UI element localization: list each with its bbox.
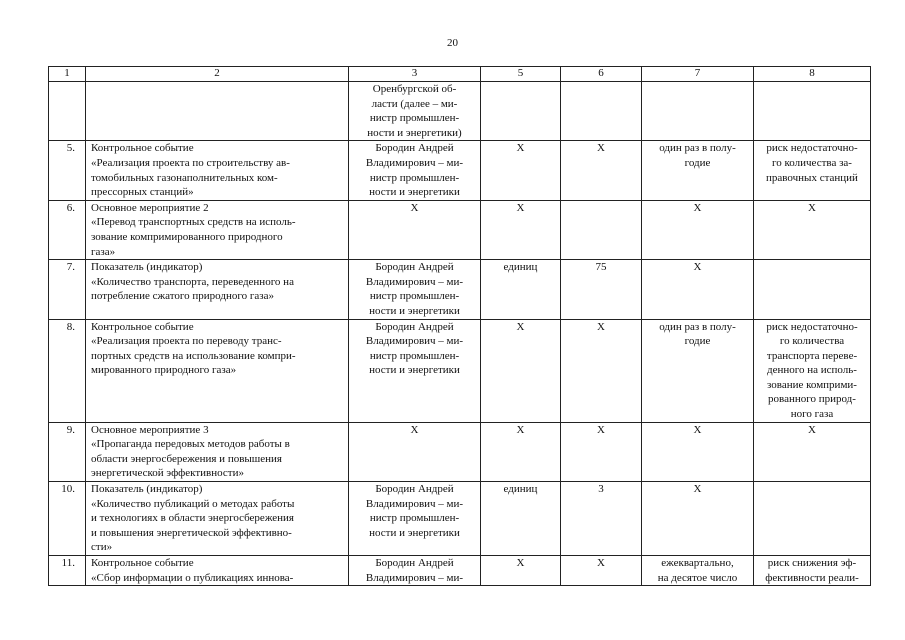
measure-name-line: газа» [91, 245, 116, 258]
measure-name-line: томобильных газонаполнительных ком- [91, 171, 278, 184]
responsible-person-line: Владимирович – ми- [365, 571, 464, 584]
risk-description-cell [754, 141, 871, 200]
responsible-person-cell [349, 422, 481, 481]
risk-description-cell [754, 260, 871, 319]
frequency-cell [642, 482, 754, 556]
planned-value-cell: Х [561, 141, 642, 200]
frequency-line: годие [684, 156, 711, 169]
measure-name-line: и повышения энергетической эффективно- [91, 526, 292, 539]
frequency-line: Х [693, 261, 702, 274]
risk-description-line: ного газа [790, 408, 834, 421]
frequency-line: ежеквартально, [661, 557, 734, 569]
measure-name-line: портных средств на использование компри- [91, 349, 296, 362]
table-row [49, 200, 871, 259]
responsible-person-line: Бородин Андрей [375, 261, 454, 274]
responsible-person-cell [349, 260, 481, 319]
frequency-cell [642, 200, 754, 259]
measure-name-line: Показатель (индикатор) [91, 261, 203, 274]
measure-name-line: «Сбор информации о публикациях иннова- [91, 571, 294, 584]
row-number-cell: 11. [49, 556, 86, 586]
row-number-cell: 5. [49, 141, 86, 200]
frequency-line: Х [693, 201, 702, 214]
planned-value-cell [561, 82, 642, 141]
column-header: 5 [481, 67, 561, 82]
table-row [49, 482, 871, 556]
row-number-cell: 10. [49, 482, 86, 556]
responsible-person-line: Х [410, 201, 419, 214]
frequency-line: Х [693, 483, 702, 496]
risk-description-line: Х [808, 201, 816, 214]
planned-value-cell: 75 [561, 260, 642, 319]
responsible-person-line: нистр промышлен- [369, 512, 460, 525]
responsible-person-line: Владимирович – ми- [365, 335, 464, 348]
responsible-person-line: Бородин Андрей [375, 483, 454, 496]
table-row [49, 422, 871, 481]
risk-description-line: денного на исполь- [767, 364, 857, 377]
measure-name-line: Основное мероприятие 3 [91, 423, 209, 436]
table-row [49, 82, 871, 141]
risk-description-cell [754, 556, 871, 586]
frequency-line: один раз в полу- [659, 320, 736, 333]
measure-name-cell [86, 482, 349, 556]
responsible-person-line: Х [410, 423, 419, 436]
frequency-line: один раз в полу- [659, 142, 736, 155]
measure-name-cell [86, 260, 349, 319]
responsible-person-line: Бородин Андрей [375, 320, 454, 333]
page-number: 20 [447, 37, 458, 49]
row-number-cell: 8. [49, 319, 86, 422]
responsible-person-cell [349, 556, 481, 586]
measure-name-line: «Количество публикаций о методах работы [91, 497, 295, 510]
responsible-person-line: ности и энергетики [369, 526, 460, 539]
unit-of-measure-cell: единиц [481, 260, 561, 319]
column-header: 3 [349, 67, 481, 82]
responsible-person-line: ности и энергетики) [367, 126, 462, 139]
measure-name-line: Показатель (индикатор) [91, 483, 203, 496]
table-row [49, 141, 871, 200]
measure-name-line: энергетической эффективности» [91, 467, 244, 480]
column-header: 2 [86, 67, 349, 82]
responsible-person-line: Владимирович – ми- [365, 497, 464, 510]
responsible-person-line: Бородин Андрей [375, 557, 454, 569]
responsible-person-line: Бородин Андрей [375, 142, 454, 155]
frequency-cell [642, 319, 754, 422]
risk-description-cell [754, 422, 871, 481]
risk-description-line: риск недостаточно- [766, 142, 858, 155]
frequency-cell [642, 141, 754, 200]
column-header: 1 [49, 67, 86, 82]
frequency-line: годие [684, 335, 711, 348]
column-header: 7 [642, 67, 754, 82]
planned-value-cell [561, 200, 642, 259]
responsible-person-cell [349, 82, 481, 141]
risk-description-cell [754, 482, 871, 556]
measure-name-line: «Перевод транспортных средств на исполь- [91, 216, 296, 229]
risk-description-line: фективности реали- [765, 571, 859, 584]
frequency-cell [642, 260, 754, 319]
responsible-person-cell [349, 141, 481, 200]
column-header: 8 [754, 67, 871, 82]
responsible-person-line: нистр промышлен- [369, 171, 460, 184]
measure-name-line: Контрольное событие [91, 142, 194, 155]
planned-value-cell: Х [561, 556, 642, 586]
risk-description-line: транспорта переве- [766, 349, 858, 362]
measure-name-line: «Реализация проекта по переводу транс- [91, 335, 282, 348]
risk-description-line: правочных станций [766, 171, 858, 184]
measure-name-line: Контрольное событие [91, 320, 194, 333]
unit-of-measure-cell: Х [481, 141, 561, 200]
risk-description-cell [754, 319, 871, 422]
unit-of-measure-cell [481, 82, 561, 141]
responsible-person-cell [349, 200, 481, 259]
responsible-person-line: ности и энергетики [369, 364, 460, 377]
measure-name-cell [86, 82, 349, 141]
responsible-person-line: ности и энергетики [369, 186, 460, 199]
responsible-person-line: ласти (далее – ми- [371, 97, 458, 110]
frequency-cell [642, 82, 754, 141]
unit-of-measure-cell: Х [481, 556, 561, 586]
table-row [49, 260, 871, 319]
responsible-person-line: Оренбургской об- [372, 83, 457, 95]
row-number-cell: 9. [49, 422, 86, 481]
measure-name-cell [86, 319, 349, 422]
unit-of-measure-cell: Х [481, 422, 561, 481]
row-number-cell [49, 82, 86, 141]
risk-description-line: риск снижения эф- [767, 557, 857, 569]
frequency-line: на десятое число [657, 571, 738, 584]
measure-name-line: Контрольное событие [91, 557, 194, 569]
responsible-person-line: Владимирович – ми- [365, 156, 464, 169]
measure-name-line: области энергосбережения и повышения [91, 452, 282, 465]
unit-of-measure-cell: Х [481, 200, 561, 259]
row-number-cell: 7. [49, 260, 86, 319]
measure-name-cell [86, 141, 349, 200]
measure-name-line: сти» [91, 541, 113, 554]
risk-description-line: го количества [779, 335, 845, 348]
responsible-person-line: Владимирович – ми- [365, 275, 464, 288]
risk-description-cell [754, 82, 871, 141]
table-header [49, 67, 871, 82]
header-row [49, 67, 871, 82]
measure-name-line: прессорных станций» [91, 186, 194, 199]
responsible-person-line: нистр промышлен- [369, 349, 460, 362]
row-number-cell: 6. [49, 200, 86, 259]
risk-description-line: рованного природ- [768, 393, 856, 406]
measure-name-line: «Реализация проекта по строительству ав- [91, 156, 290, 169]
risk-description-line: зование комприми- [767, 378, 857, 391]
table-body [49, 82, 871, 586]
risk-description-line: риск недостаточно- [766, 320, 858, 333]
planned-value-cell: Х [561, 422, 642, 481]
responsible-person-cell [349, 319, 481, 422]
measure-name-cell [86, 422, 349, 481]
frequency-line: Х [693, 423, 702, 436]
planned-value-cell: 3 [561, 482, 642, 556]
measure-name-cell [86, 556, 349, 586]
frequency-cell [642, 422, 754, 481]
measure-name-line: «Пропаганда передовых методов работы в [91, 438, 290, 451]
unit-of-measure-cell: единиц [481, 482, 561, 556]
table-row [49, 556, 871, 586]
measure-name-line: мированного природного газа» [91, 364, 237, 377]
responsible-person-line: ности и энергетики [369, 304, 460, 317]
column-header: 6 [561, 67, 642, 82]
measure-name-line: Основное мероприятие 2 [91, 201, 209, 214]
frequency-cell [642, 556, 754, 586]
measure-name-line: зование компримированного природного [91, 230, 283, 243]
responsible-person-line: нистр промышлен- [369, 112, 460, 125]
measure-name-cell [86, 200, 349, 259]
risk-description-cell [754, 200, 871, 259]
unit-of-measure-cell: Х [481, 319, 561, 422]
risk-description-line: Х [808, 423, 816, 436]
measure-name-line: «Количество транспорта, переведенного на [91, 275, 294, 288]
measure-name-line: потребление сжатого природного газа» [91, 290, 274, 303]
planned-value-cell: Х [561, 319, 642, 422]
responsible-person-cell [349, 482, 481, 556]
risk-description-line: го количества за- [772, 156, 852, 169]
measure-name-line: и технологиях в области энергосбережения [91, 512, 294, 525]
program-table [48, 66, 871, 586]
responsible-person-line: нистр промышлен- [369, 290, 460, 303]
table-row [49, 319, 871, 422]
